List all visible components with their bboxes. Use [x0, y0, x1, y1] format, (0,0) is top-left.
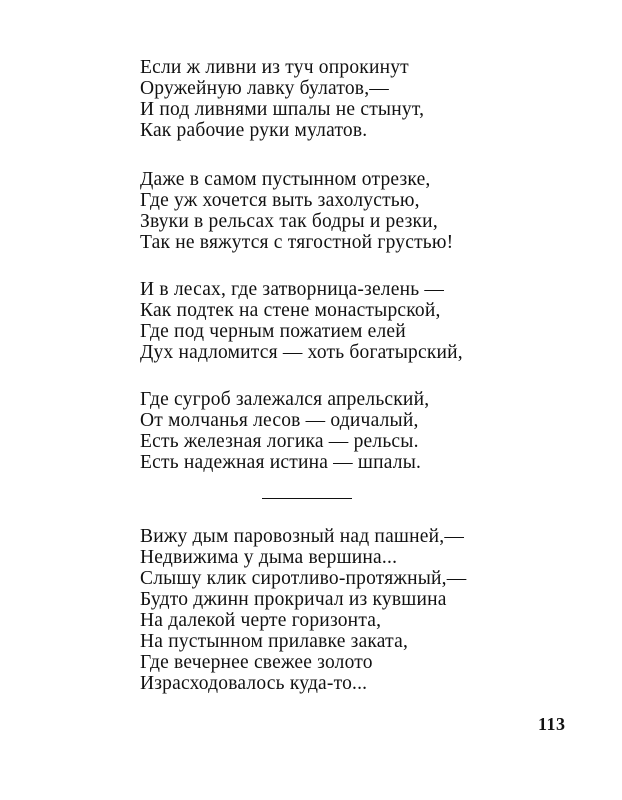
- poem-line: Слышу клик сиротливо-протяжный,—: [140, 568, 467, 589]
- section-divider: [262, 498, 352, 499]
- poem-line: Есть железная логика — рельсы.: [140, 431, 419, 452]
- poem-line: На далекой черте горизонта,: [140, 610, 382, 631]
- poem-line: Израсходовалось куда-то...: [140, 673, 368, 694]
- poem-line: Где вечернее свежее золото: [140, 652, 373, 673]
- poem-line: Будто джинн прокричал из кувшина: [140, 589, 447, 610]
- poem-line: Недвижима у дыма вершина...: [140, 547, 398, 568]
- poem-line: Есть надежная истина — шпалы.: [140, 452, 422, 473]
- poem-line: Как рабочие руки мулатов.: [140, 120, 368, 141]
- poem-line: Где уж хочется выть захолустью,: [140, 190, 420, 211]
- poem-line: На пустынном прилавке заката,: [140, 631, 409, 652]
- poem-line: Где сугроб залежался апрельский,: [140, 389, 430, 410]
- page-number: 113: [538, 714, 566, 734]
- poem-line: От молчанья лесов — одичалый,: [140, 410, 419, 431]
- poem-line: Как подтек на стене монастырской,: [140, 300, 441, 321]
- poem-line: Даже в самом пустынном отрезке,: [140, 169, 431, 190]
- poem-line: И под ливнями шпалы не стынут,: [140, 99, 425, 120]
- poem-line: Оружейную лавку булатов,—: [140, 78, 389, 99]
- poem-line: Если ж ливни из туч опрокинут: [140, 57, 409, 78]
- poem-line: Звуки в рельсах так бодры и резки,: [140, 211, 438, 232]
- poem-line: Так не вяжутся с тягостной грустью!: [140, 232, 454, 253]
- poem-line: И в лесах, где затворница-зелень —: [140, 279, 445, 300]
- poem-line: Вижу дым паровозный над пашней,—: [140, 526, 465, 547]
- poem-line: Где под черным пожатием елей: [140, 321, 406, 342]
- poem-line: Дух надломится — хоть богатырский,: [140, 342, 463, 363]
